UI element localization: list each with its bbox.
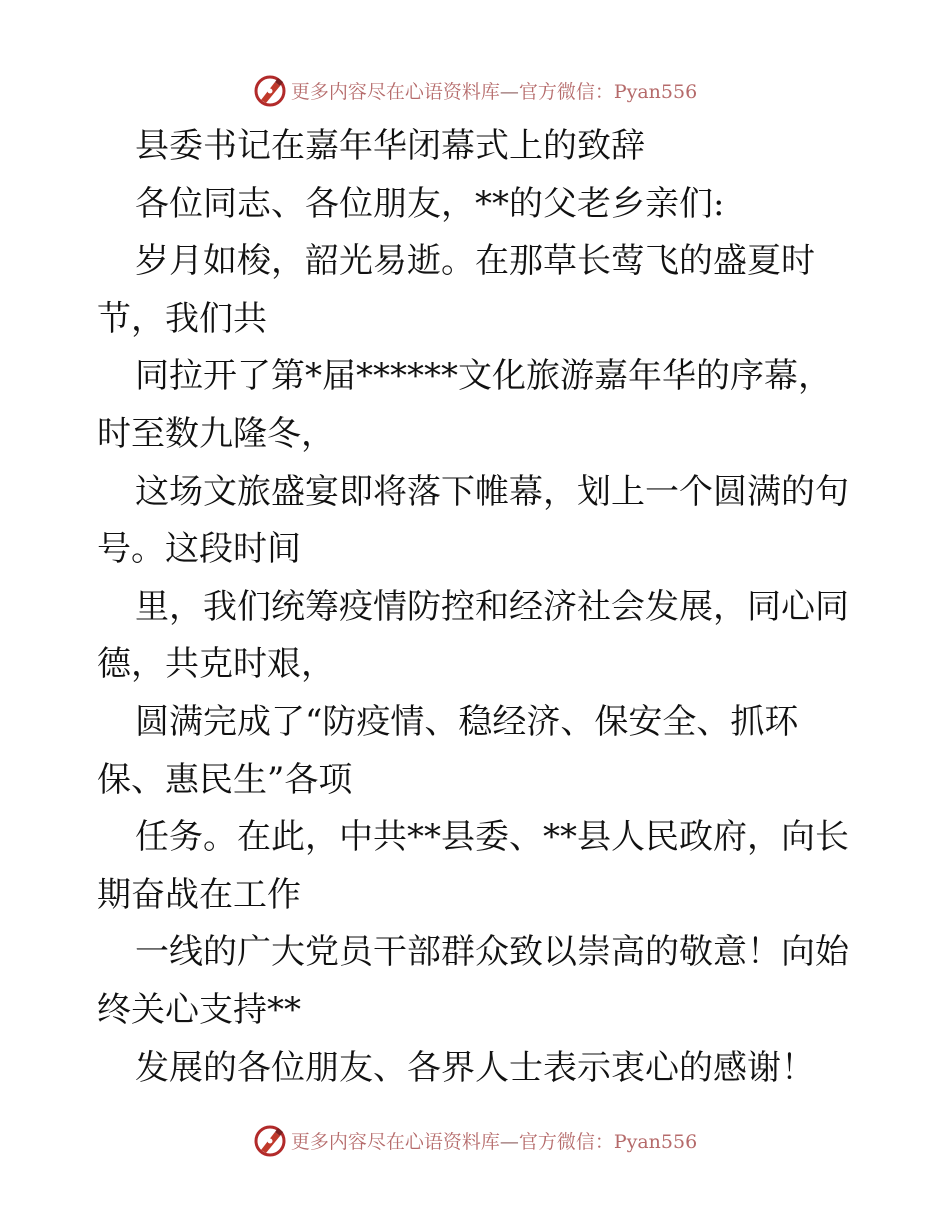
paragraph-line: 号。这段时间: [97, 529, 301, 570]
watermark-text: 更多内容尽在心语资料库—官方微信：Pyan556: [290, 80, 698, 103]
paragraph-line: 保、惠民生”各项: [97, 759, 353, 800]
paragraph-line: 一线的广大党员干部群众致以崇高的敬意！向始: [135, 932, 849, 973]
paragraph-line: 终关心支持**: [97, 989, 301, 1030]
red-pen-logo-icon: [253, 73, 287, 107]
paragraph-line: 岁月如梭，韶光易逝。在那草长莺飞的盛夏时: [135, 241, 815, 282]
paragraph-line: 这场文旅盛宴即将落下帷幕，划上一个圆满的句: [135, 471, 849, 512]
header-watermark: [0, 70, 950, 110]
watermark-text: 更多内容尽在心语资料库—官方微信：Pyan556: [290, 1130, 698, 1153]
paragraph-line: 时至数九隆冬，: [97, 413, 335, 454]
footer-watermark: [0, 1120, 950, 1160]
red-pen-logo-icon: [253, 1123, 287, 1157]
paragraph-line: 德，共克时艰，: [97, 644, 335, 685]
paragraph-line: 里，我们统筹疫情防控和经济社会发展，同心同: [135, 586, 849, 627]
paragraph-line: 发展的各位朋友、各界人士表示衷心的感谢！: [135, 1047, 815, 1088]
document-body: [97, 118, 867, 1097]
paragraph-line: 节，我们共: [97, 298, 267, 339]
document-title: 县委书记在嘉年华闭幕式上的致辞: [135, 126, 645, 166]
paragraph-line: 期奋战在工作: [97, 874, 301, 915]
paragraph-line: 圆满完成了“防疫情、稳经济、保安全、抓环: [135, 701, 799, 742]
paragraph-line: 任务。在此，中共**县委、**县人民政府，向长: [135, 817, 849, 858]
paragraph-line: 同拉开了第*届******文化旅游嘉年华的序幕，: [135, 356, 832, 397]
salutation: 各位同志、各位朋友，**的父老乡亲们:: [135, 183, 725, 224]
